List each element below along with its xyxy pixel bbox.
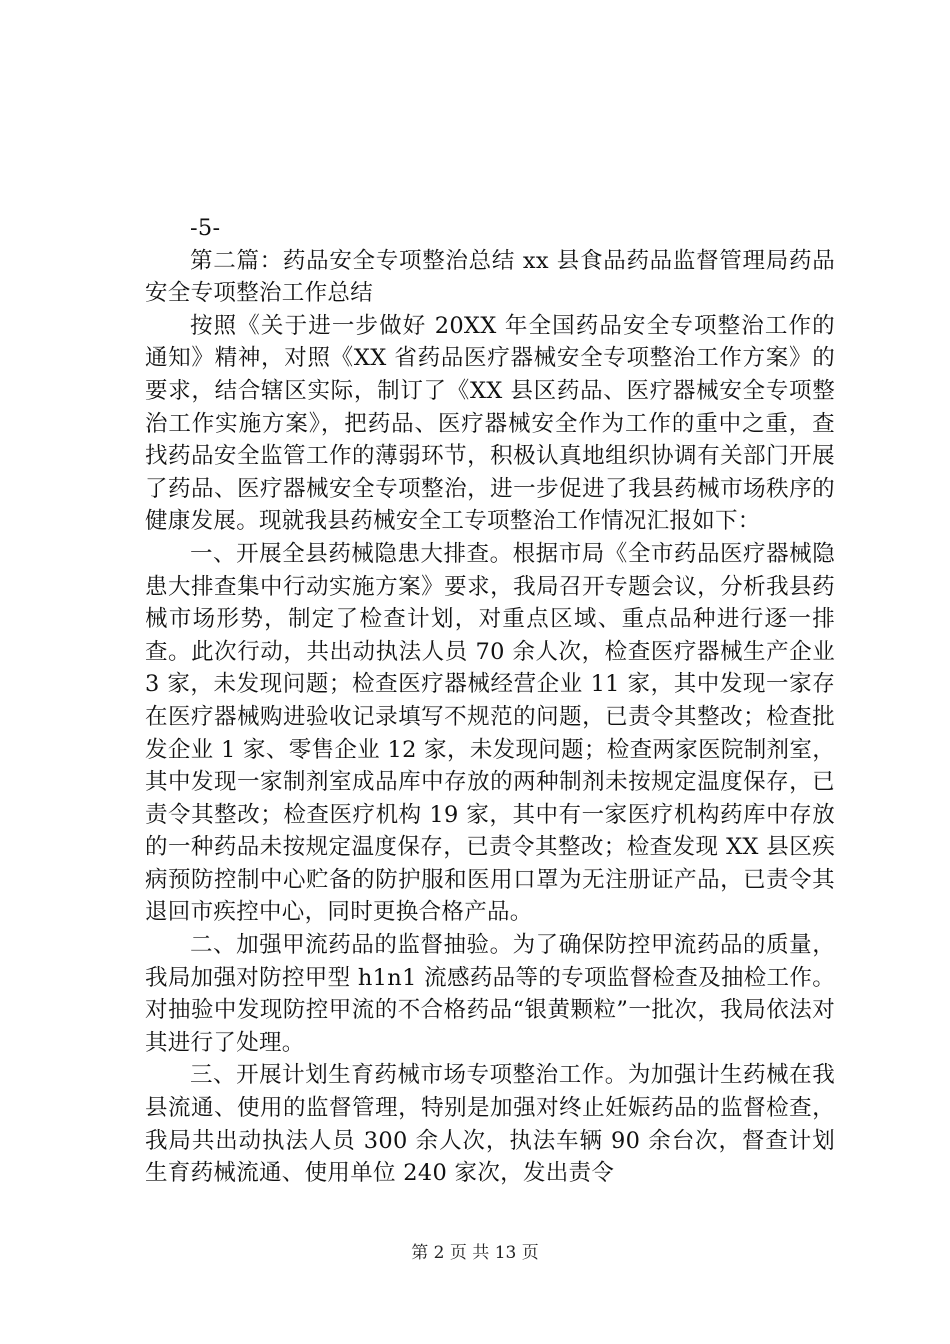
paragraph-item-1: 一、开展全县药械隐患大排查。根据市局《全市药品医疗器械隐患大排查集中行动实施方案》要求，我局召开专题会议，分析我县药械市场形势，制定了检查计划，对重点区域、重点品种进行逐一排查。此次行动，共出动执法人员 70 余人次，检查医疗器械生产企业 3 家，未发现问题；检查医疗器械经营企业 11 家，其中发现一家存在医疗器械购进验收记录填写不规范的问题，已责令其整改；检查批发企业 1 家、零售企业 12 家，未发现问题；检查两家医院制剂室，其中发现一家制剂室成品库中存放的两种制剂未按规定温度保存，已责令其整改；检查医疗机构 19 家，其中有一家医疗机构药库中存放的一种药品未按规定温度保存，已责令其整改；检查发现 XX 县区疾病预防控制中心贮备的防护服和医用口罩为无注册证产品，已责令其退回市疾控中心，同时更换合格产品。 (145, 540, 835, 926)
section-heading: 第二篇：药品安全专项整治总结 xx 县食品药品监督管理局药品安全专项整治工作总结 (145, 247, 835, 307)
paragraph-intro: 按照《关于进一步做好 20XX 年全国药品安全专项整治工作的通知》精神，对照《XX 省药品医疗器械安全专项整治工作方案》的要求，结合辖区实际，制订了《XX 县区药品、医疗器械安全专项整治工作实施方案》，把药品、医疗器械安全作为工作的重中之重，查找药品安全监管工作的薄弱环节，积极认真地组织协调有关部门开展了药品、医疗器械安全专项整治，进一步促进了我县药械市场秩序的健康发展。现就我县药械安全工专项整治工作情况汇报如下： (145, 312, 835, 535)
page-mark: -5- (190, 215, 221, 241)
document-body (145, 212, 835, 1190)
paragraph-item-2: 二、加强甲流药品的监督抽验。为了确保防控甲流药品的质量，我局加强对防控甲型 h1n1 流感药品等的专项监督检查及抽检工作。对抽验中发现防控甲流的不合格药品“银黄颗粒”一批次，我局依法对其进行了处理。 (145, 932, 835, 1056)
paragraph-item-3: 三、开展计划生育药械市场专项整治工作。为加强计生药械在我县流通、使用的监督管理，特别是加强对终止妊娠药品的监督检查，我局共出动执法人员 300 余人次，执法车辆 90 余台次，督查计划生育药械流通、使用单位 240 家次，发出责令 (145, 1062, 835, 1187)
page-footer: 第 2 页 共 13 页 (411, 1243, 539, 1263)
